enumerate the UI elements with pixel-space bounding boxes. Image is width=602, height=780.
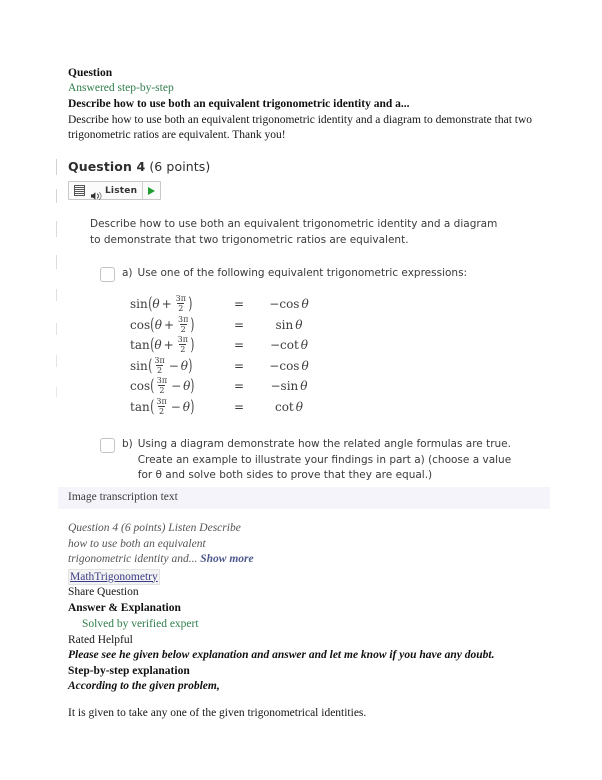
question-label: Question <box>68 67 113 79</box>
part-b-text: Using a diagram demonstrate how the related angle formulas are true. Create an example to illustrate your findings in part a) (choose a value for θ and solve both sides to prove that they are equal.) <box>137 438 512 481</box>
equation-lhs: sin ( $\frac{3\pi}{2}$ − θ ) <box>130 355 193 376</box>
transcription-text <box>68 521 258 568</box>
eq-theta: θ <box>182 399 191 414</box>
answer-section <box>68 521 538 721</box>
question-4-heading <box>68 159 536 174</box>
equation-row <box>130 376 536 397</box>
fraction-numerator: 3π <box>156 376 168 386</box>
rhs-sign: − <box>269 358 280 373</box>
fraction-denominator: 2 <box>158 406 165 416</box>
question-body: Describe how to use both an equivalent trigonometric identity and a diagram to demonstrate that two trigonometric ratios are equivalent. Thank you! <box>68 114 533 141</box>
play-icon <box>148 187 155 195</box>
speaker-icon <box>91 186 102 196</box>
checkbox-icon[interactable] <box>100 267 115 282</box>
equals-sign: = <box>233 399 245 414</box>
play-button[interactable] <box>143 182 160 199</box>
fraction-numerator: 3π <box>175 294 187 304</box>
equation-row <box>130 335 536 356</box>
fraction-denominator: 2 <box>157 365 163 375</box>
equation-lhs: tan ( $\frac{3\pi}{2}$ − θ ) <box>130 396 195 417</box>
rhs-sign: − <box>269 297 280 312</box>
question-content <box>68 66 536 484</box>
image-transcription-label: Image transcription text <box>68 491 178 503</box>
question-title: Describe how to use both an equivalent trigonometric identity and a... <box>68 98 410 110</box>
eq-operator: − <box>168 358 179 373</box>
part-a-row <box>100 266 536 282</box>
rhs-sign: − <box>269 338 281 353</box>
embedded-question-screenshot <box>68 159 536 484</box>
verified-expert-badge: Solved by verified expert <box>82 618 199 630</box>
eq-theta: θ <box>154 338 162 353</box>
answer-explanation-heading: Answer & Explanation <box>68 601 181 614</box>
fraction-numerator: 3π <box>154 355 165 365</box>
left-margin-rail <box>56 159 57 489</box>
fraction-denominator: 2 <box>159 386 165 396</box>
rhs-theta: θ <box>301 297 309 312</box>
equals-sign: = <box>233 338 245 353</box>
rhs-function: cos <box>279 358 300 373</box>
transcription-body: Question 4 (6 points) Listen Describe how to use both an equivalent trigonometric identity and... <box>68 522 241 565</box>
equation-lhs: tan ( θ + $\frac{3\pi}{2}$ ) <box>130 335 195 356</box>
equals-sign: = <box>233 297 245 312</box>
checkbox-icon[interactable] <box>100 438 115 453</box>
eq-fraction <box>153 356 165 375</box>
eq-fraction <box>177 335 189 354</box>
eq-theta: θ <box>180 358 189 373</box>
rhs-function: cos <box>279 297 300 312</box>
rhs-sign: − <box>270 379 281 394</box>
listen-toolbar[interactable] <box>68 181 161 200</box>
listen-label: Listen <box>105 185 138 196</box>
screenshot-instructions: Describe how to use both an equivalent trigonometric identity and a diagram to demonstrate that two trigonometric ratios are equivalent. <box>90 218 498 246</box>
rhs-theta: θ <box>295 399 303 414</box>
equation-rhs <box>252 359 326 373</box>
eq-function: sin <box>130 358 148 373</box>
closing-line: It is given to take any one of the given trigonometrical identities. <box>68 706 367 719</box>
equation-rhs <box>252 338 326 352</box>
eq-fraction <box>155 397 167 416</box>
menu-button[interactable] <box>69 182 90 199</box>
part-a-letter: a) <box>122 267 133 279</box>
eq-operator: + <box>163 317 175 332</box>
equation-lhs: sin ( θ + $\frac{3\pi}{2}$ ) <box>130 294 193 315</box>
equals-sign: = <box>233 358 245 373</box>
eq-operator: − <box>171 379 182 394</box>
question-4-number: Question 4 <box>68 159 146 174</box>
equals-sign: = <box>233 317 245 332</box>
share-question-link[interactable]: Share Question <box>68 586 139 598</box>
rhs-theta: θ <box>301 358 309 373</box>
rhs-function: sin <box>275 317 294 332</box>
rhs-function: cot <box>280 338 299 353</box>
eq-function: sin <box>130 297 148 312</box>
equation-row <box>130 356 536 377</box>
equation-row <box>130 397 536 418</box>
fraction-numerator: 3π <box>178 314 189 324</box>
equation-row <box>130 294 536 315</box>
fraction-denominator: 2 <box>180 345 186 355</box>
part-b-letter: b) <box>122 438 133 450</box>
eq-fraction <box>177 315 189 334</box>
fraction-numerator: 3π <box>177 335 189 345</box>
eq-fraction <box>175 294 187 313</box>
rhs-function: sin <box>280 379 299 394</box>
fraction-denominator: 2 <box>180 324 186 334</box>
equation-rhs <box>252 400 326 414</box>
fraction-denominator: 2 <box>178 304 184 314</box>
equation-lhs: cos ( θ + $\frac{3\pi}{2}$ ) <box>130 314 195 335</box>
step-by-step-heading: Step-by-step explanation <box>68 664 190 677</box>
question-4-points: (6 points) <box>145 159 211 174</box>
equation-lhs: cos ( $\frac{3\pi}{2}$ − θ ) <box>130 376 195 397</box>
eq-function: cos <box>130 317 151 332</box>
eq-theta: θ <box>152 297 160 312</box>
eq-function: tan <box>130 399 150 414</box>
rhs-theta: θ <box>295 317 303 332</box>
answered-status: Answered step-by-step <box>68 82 174 94</box>
show-more-link[interactable]: Show more <box>200 553 254 565</box>
equation-list <box>130 294 536 417</box>
listen-button[interactable] <box>90 182 142 199</box>
equation-rhs <box>252 318 326 332</box>
eq-fraction <box>156 376 168 395</box>
eq-operator: − <box>170 399 181 414</box>
expert-note: Please see he given below explanation and answer and let me know if you have any doubt. <box>68 649 495 661</box>
equation-row <box>130 315 536 336</box>
part-a-text: Use one of the following equivalent trigonometric expressions: <box>137 267 468 279</box>
eq-operator: + <box>161 297 172 312</box>
eq-theta: θ <box>154 317 162 332</box>
equation-rhs <box>252 297 326 311</box>
fraction-numerator: 3π <box>156 396 167 406</box>
rhs-theta: θ <box>300 379 308 394</box>
rhs-function: cot <box>274 399 294 414</box>
eq-function: tan <box>130 338 150 353</box>
eq-function: cos <box>130 379 151 394</box>
rated-helpful-label: Rated Helpful <box>68 633 133 646</box>
equation-rhs <box>252 379 326 393</box>
part-b-row <box>100 437 536 484</box>
list-lines-icon <box>74 185 85 196</box>
according-line: According to the given problem, <box>68 680 220 692</box>
rhs-theta: θ <box>300 338 309 353</box>
eq-operator: + <box>163 338 174 353</box>
eq-theta: θ <box>183 379 191 394</box>
equals-sign: = <box>233 379 245 394</box>
paragraph-spacer <box>68 695 538 706</box>
subject-tag-link[interactable]: MathTrigonometry <box>70 570 158 583</box>
